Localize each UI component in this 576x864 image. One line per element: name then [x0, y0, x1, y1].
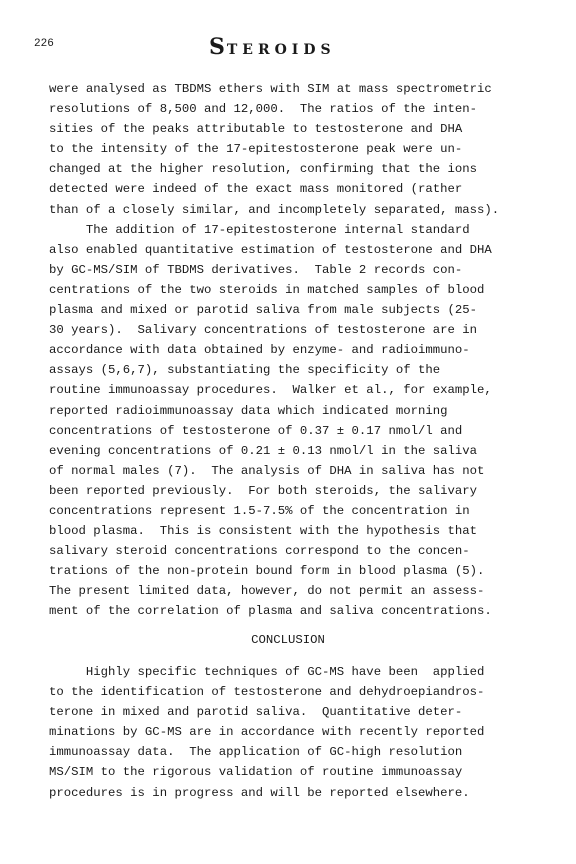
text-line: detected were indeed of the exact mass monitored (rather [49, 182, 463, 197]
text-line: assays (5,6,7), substantiating the specificity of the [49, 363, 441, 378]
text-line: blood plasma. This is consistent with the hypothesis that [49, 524, 478, 539]
text-line: 30 years). Salivary concentrations of testosterone are in [49, 323, 478, 338]
text-line: reported radioimmunoassay data which indicated morning [49, 403, 448, 418]
page-header [34, 34, 542, 60]
text-line: were analysed as TBDMS ethers with SIM at mass spectrometric [49, 82, 492, 96]
text-line: also enabled quantitative estimation of testosterone and DHA [49, 242, 492, 257]
text-line: procedures is in progress and will be reported elsewhere. [49, 785, 470, 800]
text-line: The addition of 17-epitestosterone internal standard [49, 222, 470, 237]
text-line: changed at the higher resolution, confirming that the ions [49, 162, 478, 177]
text-line: Highly specific techniques of GC-MS have been applied [49, 665, 485, 679]
conclusion-text [49, 662, 553, 803]
text-line: sities of the peaks attributable to testosterone and DHA [49, 122, 463, 137]
text-line: The present limited data, however, do not permit an assess- [49, 584, 485, 599]
text-line: resolutions of 8,500 and 12,000. The ratios of the inten- [49, 102, 478, 117]
journal-title-rest: TEROIDS [226, 42, 336, 58]
text-line: been reported previously. For both steroids, the salivary [49, 483, 478, 498]
text-line: terone in mixed and parotid saliva. Quantitative deter- [49, 705, 463, 720]
text-line: salivary steroid concentrations correspond to the concen- [49, 544, 470, 559]
text-line: by GC-MS/SIM of TBDMS derivatives. Table 2 records con- [49, 262, 463, 277]
text-line: to the intensity of the 17-epitestosterone peak were un- [49, 142, 463, 157]
text-line: accordance with data obtained by enzyme- and radioimmuno- [49, 343, 470, 358]
text-line: trations of the non-protein bound form in blood plasma (5). [49, 564, 485, 579]
text-line: minations by GC-MS are in accordance with recently reported [49, 725, 485, 740]
text-line: of normal males (7). The analysis of DHA in saliva has not [49, 463, 485, 478]
text-line: evening concentrations of 0.21 ± 0.13 nmol/l in the saliva [49, 443, 478, 458]
text-line: concentrations of testosterone of 0.37 ± 0.17 nmol/l and [49, 423, 463, 438]
text-line: plasma and mixed or parotid saliva from male subjects (25- [49, 303, 478, 318]
journal-title [209, 34, 336, 60]
text-line: immunoassay data. The application of GC-high resolution [49, 745, 463, 760]
text-line: than of a closely similar, and incompletely separated, mass). [49, 202, 500, 217]
text-line: routine immunoassay procedures. Walker et al., for example, [49, 383, 492, 398]
journal-title-initial: S [209, 34, 227, 60]
text-line: to the identification of testosterone and dehydroepiandros- [49, 685, 485, 700]
section-heading-conclusion: CONCLUSION [251, 633, 325, 647]
text-line: centrations of the two steroids in matched samples of blood [49, 282, 485, 297]
page-number: 226 [34, 38, 54, 50]
text-line: ment of the correlation of plasma and saliva concentrations. [49, 604, 492, 619]
text-line: concentrations represent 1.5-7.5% of the concentration in [49, 503, 470, 518]
body-text [49, 79, 553, 622]
text-line: MS/SIM to the rigorous validation of routine immunoassay [49, 765, 463, 780]
